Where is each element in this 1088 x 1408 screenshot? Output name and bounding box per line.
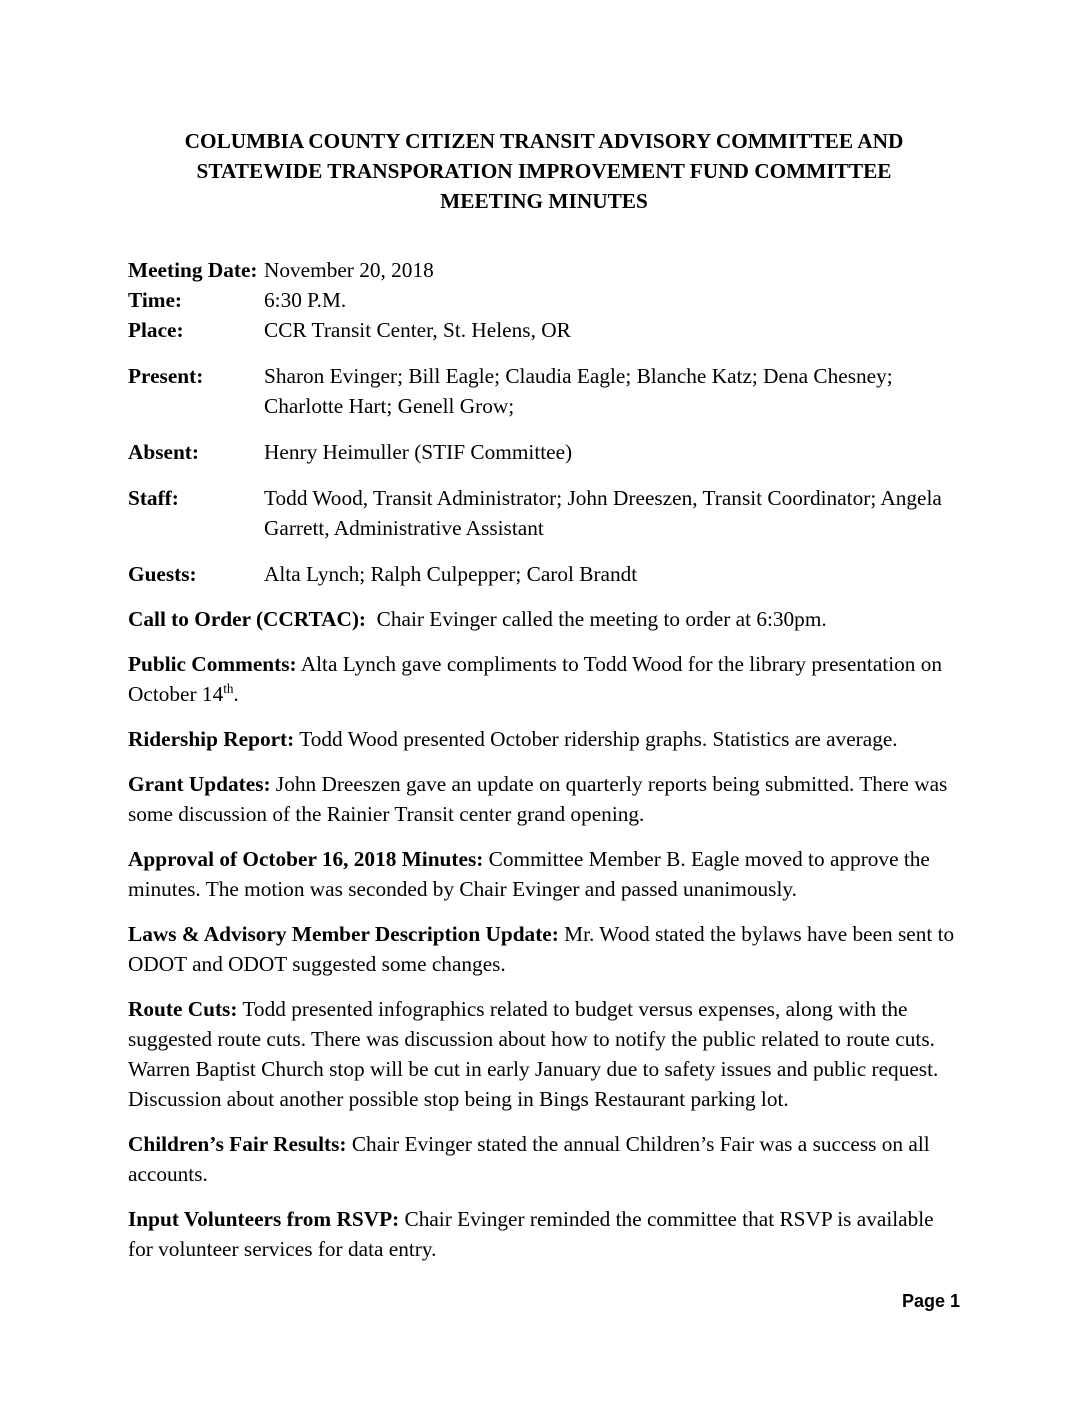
field-value: Sharon Evinger; Bill Eagle; Claudia Eagle; Blanche Katz; Dena Chesney; Charlotte Hart; Genell Grow; — [264, 364, 893, 418]
minutes-section — [128, 649, 960, 709]
meta-row — [128, 361, 960, 421]
meeting-details — [128, 255, 960, 345]
attendance-list — [128, 361, 960, 589]
document-title — [128, 126, 960, 216]
field-label: Guests: — [128, 562, 197, 586]
page-number: Page 1 — [901, 1291, 960, 1311]
meta-row — [128, 315, 960, 345]
minutes-section — [128, 1129, 960, 1189]
field-value: Alta Lynch; Ralph Culpepper; Carol Brandt — [264, 562, 638, 586]
section-body: Chair Evinger reminded the committee that RSVP is available for volunteer services for data entry. — [128, 1207, 934, 1261]
field-value: Henry Heimuller (STIF Committee) — [264, 440, 573, 464]
minutes-section — [128, 919, 960, 979]
section-body: Chair Evinger stated the annual Children’s Fair was a success on all accounts. — [128, 1132, 930, 1186]
section-heading: Call to Order (CCRTAC): — [128, 607, 367, 631]
section-heading: Children’s Fair Results: — [128, 1132, 347, 1156]
section-body: Todd presented infographics related to budget versus expenses, along with the suggested route cuts. There was discussion about how to notify the public related to route cuts. Warren Baptist Church stop will be cut in early January due to safety issues and public request. Discussion about another possible stop being in Bings Restaurant parking lot. — [128, 997, 939, 1111]
section-heading: Route Cuts: — [128, 997, 238, 1021]
section-body: John Dreeszen gave an update on quarterly reports being submitted. There was some discussion of the Rainier Transit center grand opening. — [128, 772, 948, 826]
section-body: Todd Wood presented October ridership graphs. Statistics are average. — [299, 727, 898, 751]
meta-row — [128, 559, 960, 589]
field-value: November 20, 2018 — [264, 258, 434, 282]
section-body: Chair Evinger called the meeting to order at 6:30pm. — [371, 607, 827, 631]
section-body: Committee Member B. Eagle moved to approve the minutes. The motion was seconded by Chair Evinger and passed unanimously. — [128, 847, 930, 901]
minutes-section — [128, 724, 960, 754]
section-heading: Ridership Report: — [128, 727, 295, 751]
field-label: Time: — [128, 288, 183, 312]
section-body: Mr. Wood stated the bylaws have been sent to ODOT and ODOT suggested some changes. — [128, 922, 955, 976]
minutes-section — [128, 604, 960, 634]
field-label: Meeting Date: — [128, 258, 258, 282]
meta-row — [128, 483, 960, 543]
minutes-sections — [128, 604, 960, 1264]
meta-row — [128, 437, 960, 467]
field-label: Place: — [128, 318, 184, 342]
field-value: 6:30 P.M. — [264, 288, 347, 312]
section-heading: Grant Updates: — [128, 772, 271, 796]
field-label: Staff: — [128, 486, 179, 510]
minutes-section — [128, 844, 960, 904]
superscript-text: th — [223, 680, 234, 696]
field-label: Present: — [128, 364, 204, 388]
section-heading: Laws & Advisory Member Description Update: — [128, 922, 559, 946]
section-body: Alta Lynch gave compliments to Todd Wood for the library presentation on October 14 — [128, 652, 943, 706]
title-line-2: STATEWIDE TRANSPORATION IMPROVEMENT FUND COMMITTEE — [196, 159, 892, 183]
meta-row — [128, 285, 960, 315]
field-label: Absent: — [128, 440, 199, 464]
meta-row — [128, 255, 960, 285]
title-line-1: COLUMBIA COUNTY CITIZEN TRANSIT ADVISORY COMMITTEE AND — [184, 129, 904, 153]
minutes-section — [128, 1204, 960, 1264]
title-line-3: MEETING MINUTES — [440, 189, 648, 213]
section-body: . — [233, 682, 239, 706]
section-heading: Public Comments: — [128, 652, 297, 676]
field-value: CCR Transit Center, St. Helens, OR — [264, 318, 571, 342]
field-value: Todd Wood, Transit Administrator; John Dreeszen, Transit Coordinator; Angela Garrett, Administrative Assistant — [264, 486, 942, 540]
section-heading: Input Volunteers from RSVP: — [128, 1207, 400, 1231]
minutes-section — [128, 994, 960, 1114]
minutes-section — [128, 769, 960, 829]
section-heading: Approval of October 16, 2018 Minutes: — [128, 847, 484, 871]
